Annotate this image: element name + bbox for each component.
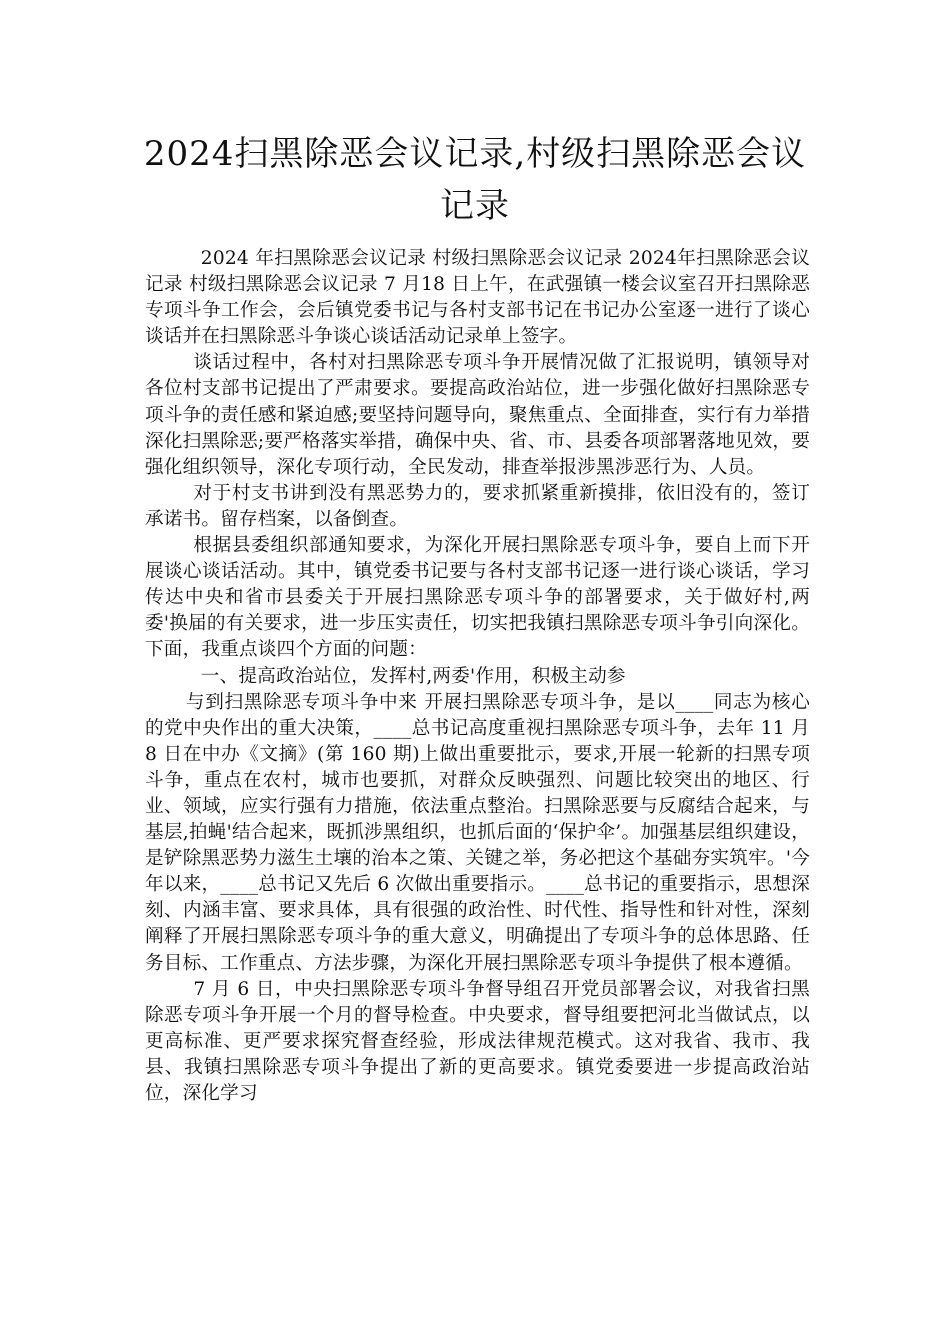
document-title: 2024扫黑除恶会议记录,村级扫黑除恶会议记录 xyxy=(143,134,807,226)
paragraph-intro: 2024 年扫黑除恶会议记录 村级扫黑除恶会议记录 2024年扫黑除恶会议记录 村级扫黑除恶会议记录 7 月18 日上午，在武强镇一楼会议室召开扫黑除恶专项斗争工作会，会后镇党委书记与各村支部书记在书记办公室逐一进行了谈心谈话并在扫黑除恶斗争谈心谈话活动记录单上签字。 xyxy=(145,248,810,348)
paragraph-talk-process: 谈话过程中，各村对扫黑除恶专项斗争开展情况做了汇报说明，镇领导对各位村支部书记提出了严肃要求。要提高政治站位，进一步强化做好扫黑除恶专项斗争的责任感和紧迫感;要坚持问题导向，聚焦重点、全面排查，实行有力举措深化扫黑除恶;要严格落实举措，确保中央、省、市、县委各项部署落地见效，要强化组织领导，深化专项行动，全民发动，排查举报涉黑涉恶行为、人员。 xyxy=(145,352,810,478)
paragraph-county-notice: 根据县委组织部通知要求，为深化开展扫黑除恶专项斗争，要自上而下开展谈心谈话活动。其中，镇党委书记要与各村支部书记逐一进行谈心谈话，学习传达中央和省市县委关于开展扫黑除恶专项斗争的部署要求，关于做好村,两委'换届的有关要求，进一步压实责任，切实把我镇扫黑除恶专项斗争引向深化。下面，我重点谈四个方面的问题： xyxy=(145,535,810,661)
paragraph-central-decision: 与到扫黑除恶专项斗争中来 开展扫黑除恶专项斗争，是以____同志为核心的党中央作出的重大决策，____总书记高度重视扫黑除恶专项斗争，去年 11 月 8 日在中办《文摘》(第 160 期)上做出重要批示，要求,开展一轮新的扫黑专项斗争，重点在农村，城市也要抓，对群众反映强烈、问题比较突出的地区、行业、领域，应实行强有力措施，依法重点整治。扫黑除恶要与反腐结合起来，与基层,拍蝇'结合起来，既抓涉黑组织，也抓后面的‘保护伞’。加强基层组织建设，是铲除黑恶势力滋生土壤的治本之策、关键之举，务必把这个基础夯实筑牢。'今年以来，____总书记又先后 6 次做出重要指示。____总书记的重要指示，思想深刻、内涵丰富、要求具体，具有很强的政治性、时代性、指导性和针对性，深刻阐释了开展扫黑除恶专项斗争的重大意义，明确提出了专项斗争的总体思路、任务目标、工作重点、方法步骤，为深化开展扫黑除恶专项斗争提供了根本遵循。 xyxy=(145,691,810,974)
document-body xyxy=(145,246,810,1107)
paragraph-village-secretary: 对于村支书讲到没有黑恶势力的，要求抓紧重新摸排，依旧没有的，签订承诺书。留存档案，以备倒查。 xyxy=(145,482,810,530)
section-heading-one: 一、提高政治站位，发挥村,两委'作用，积极主动参 xyxy=(200,665,626,687)
paragraph-july-meeting: 7 月 6 日，中央扫黑除恶专项斗争督导组召开党员部署会议，对我省扫黑除恶专项斗争开展一个月的督导检查。中央要求，督导组要把河北当做试点，以更高标准、更严要求探究督查经验，形成法律规范模式。这对我省、我市、我县、我镇扫黑除恶专项斗争提出了新的更高要求。镇党委要进一步提高政治站位，深化学习 xyxy=(145,978,810,1104)
